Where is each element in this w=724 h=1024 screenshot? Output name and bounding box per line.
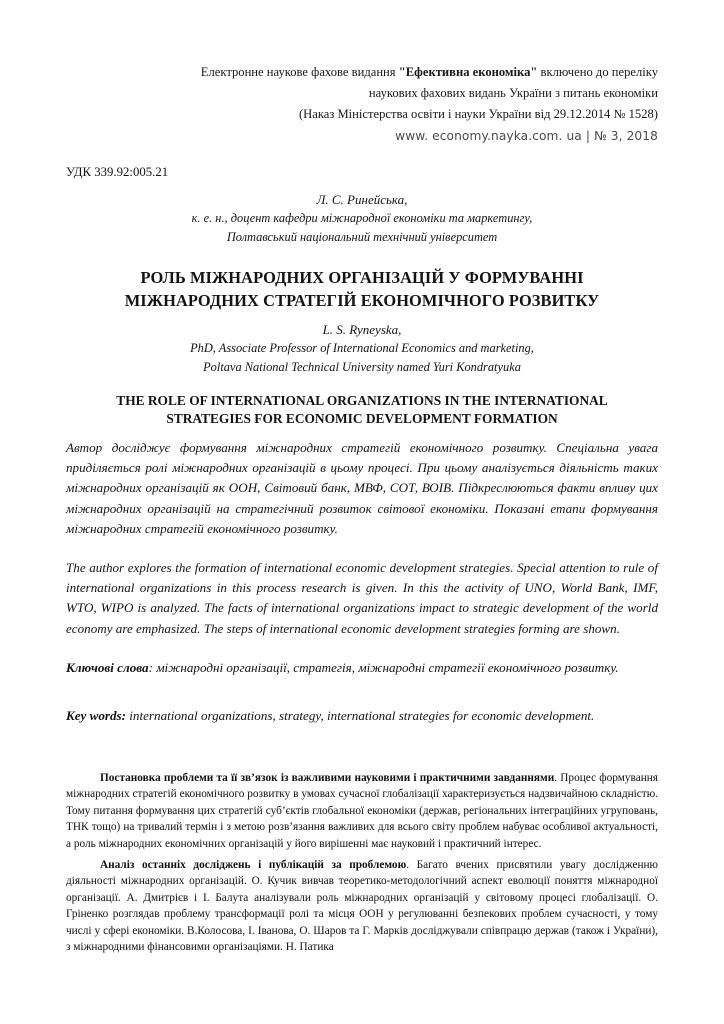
body-paragraph-2 [66,857,658,955]
body-text-problem-statement: . Процес формування міжнародних стратегій економічного розвитку в умовах сучасної глобалізації характеризується надзвичайною складністю. Тому питання формування цих стратегій суб’єктів глобальної економіки (держав, регіональних інтеграційних угруповань, ТНК тощо) на тривалий термін і з метою розв’язання важливих для всього світу проблем набуває особливої актуальності, а роль міжнародних економічних організацій у його вирішенні має науковий і практичний інтерес. [66,772,659,850]
article-title-english-line2: STRATEGIES FOR ECONOMIC DEVELOPMENT FORMATION [166,411,558,426]
masthead-line-scope: наукових фахових видань України з питань економіки [368,86,658,100]
masthead-line-order: (Наказ Міністерства освіти і науки України від 29.12.2014 № 1528) [298,107,658,121]
author-affiliation-ukrainian: Полтавський національний технічний університет [226,230,498,244]
keywords-ukrainian-label: Ключові слова [66,660,149,675]
author-affiliation-english: Poltava National Technical University named Yuri Kondratyuka [203,360,521,374]
author-role-english: PhD, Associate Professor of International Economics and marketing, [190,341,534,355]
body-paragraph-1 [66,770,658,852]
article-title-english-line1: THE ROLE OF INTERNATIONAL ORGANIZATIONS IN THE INTERNATIONAL [116,393,608,408]
author-role-ukrainian: к. е. н., доцент кафедри міжнародної економіки та маркетингу, [191,211,533,225]
author-block-ukrainian [66,190,658,247]
author-name-english: L. S. Ryneyska, [322,322,402,337]
author-block-english [66,320,658,377]
udc-code: УДК 339.92:005.21 [66,165,169,179]
masthead-line-journal [66,62,658,83]
article-title-ukrainian-line1: РОЛЬ МІЖНАРОДНИХ ОРГАНІЗАЦІЙ У ФОРМУВАННІ [140,268,584,287]
masthead-suffix: включено до переліку [537,65,658,79]
author-name-ukrainian: Л. С. Ринейська, [316,192,408,207]
body-heading-problem-statement: Постановка проблеми та її зв’язок із важливими науковими і практичними завданнями [100,772,555,784]
keywords-ukrainian-text: : міжнародні організації, стратегія, міжнародні стратегії економічного розвитку. [148,660,619,675]
body-heading-literature-review: Аналіз останніх досліджень і публікацій за проблемою [100,859,407,871]
abstract-english: The author explores the formation of international economic development strategies. Special attention to rule of international organizations in this process research is given. In this the activity of UNO, World Bank, IMF, WTO, WIPO is analyzed. The facts of international organizations impact to strategic development of the world economy are emphasized. The steps of international economic development strategies forming are shown. [66,560,658,636]
journal-name: "Ефективна економіка" [398,65,538,79]
article-title-ukrainian-line2: МІЖНАРОДНИХ СТРАТЕГІЙ ЕКОНОМІЧНОГО РОЗВИТКУ [124,291,600,310]
abstract-ukrainian: Автор досліджує формування міжнародних стратегій економічного розвитку. Спеціальна увага приділяється ролі міжнародних організацій в цьому процесі. При цьому аналізується діяльність таких міжнародних організацій як ООН, Світовий банк, МВФ, СОТ, ВОІВ. Підкреслюються факти впливу цих міжнародних організацій на стратегічний розвиток світової економіки. Показані етапи формування міжнародних стратегій економічного розвитку. [66,440,658,536]
article-title-english [66,392,658,428]
journal-masthead [66,62,658,147]
masthead-url-issue: www. economy.nayka.com. ua | № 3, 2018 [395,129,658,143]
body-paragraph-problem-statement [66,770,658,852]
keywords-english [66,706,658,726]
keywords-ukrainian [66,658,658,678]
article-title-ukrainian [66,266,658,312]
body-text-literature-review: . Багато вчених присвятили увагу дослідженню діяльності міжнародних організацій. О. Кучик вивчав теоретико-методологічний аспект еволюції поняття міжнародної організації. А. Дмитрієв і І. Балута аналізували роль міжнародних організацій у світовому процесі глобалізації. О. Гріненко розглядав проблему трансформації ролі та місця ООН у регулюванні безпекових проблем сучасності, у тому числі у сфері економіки. В.Колосова, І. Іванова, О. Шаров та Г. Марків досліджували співпрацю держав (також і України), з міжнародними фінансовими організаціями. Н. Патика [66,859,658,954]
keywords-english-text: international organizations, strategy, international strategies for economic development. [126,708,595,723]
body-paragraph-literature-review [66,857,658,955]
keywords-english-label: Key words: [66,708,127,723]
masthead-prefix: Електронне наукове фахове видання [200,65,399,79]
